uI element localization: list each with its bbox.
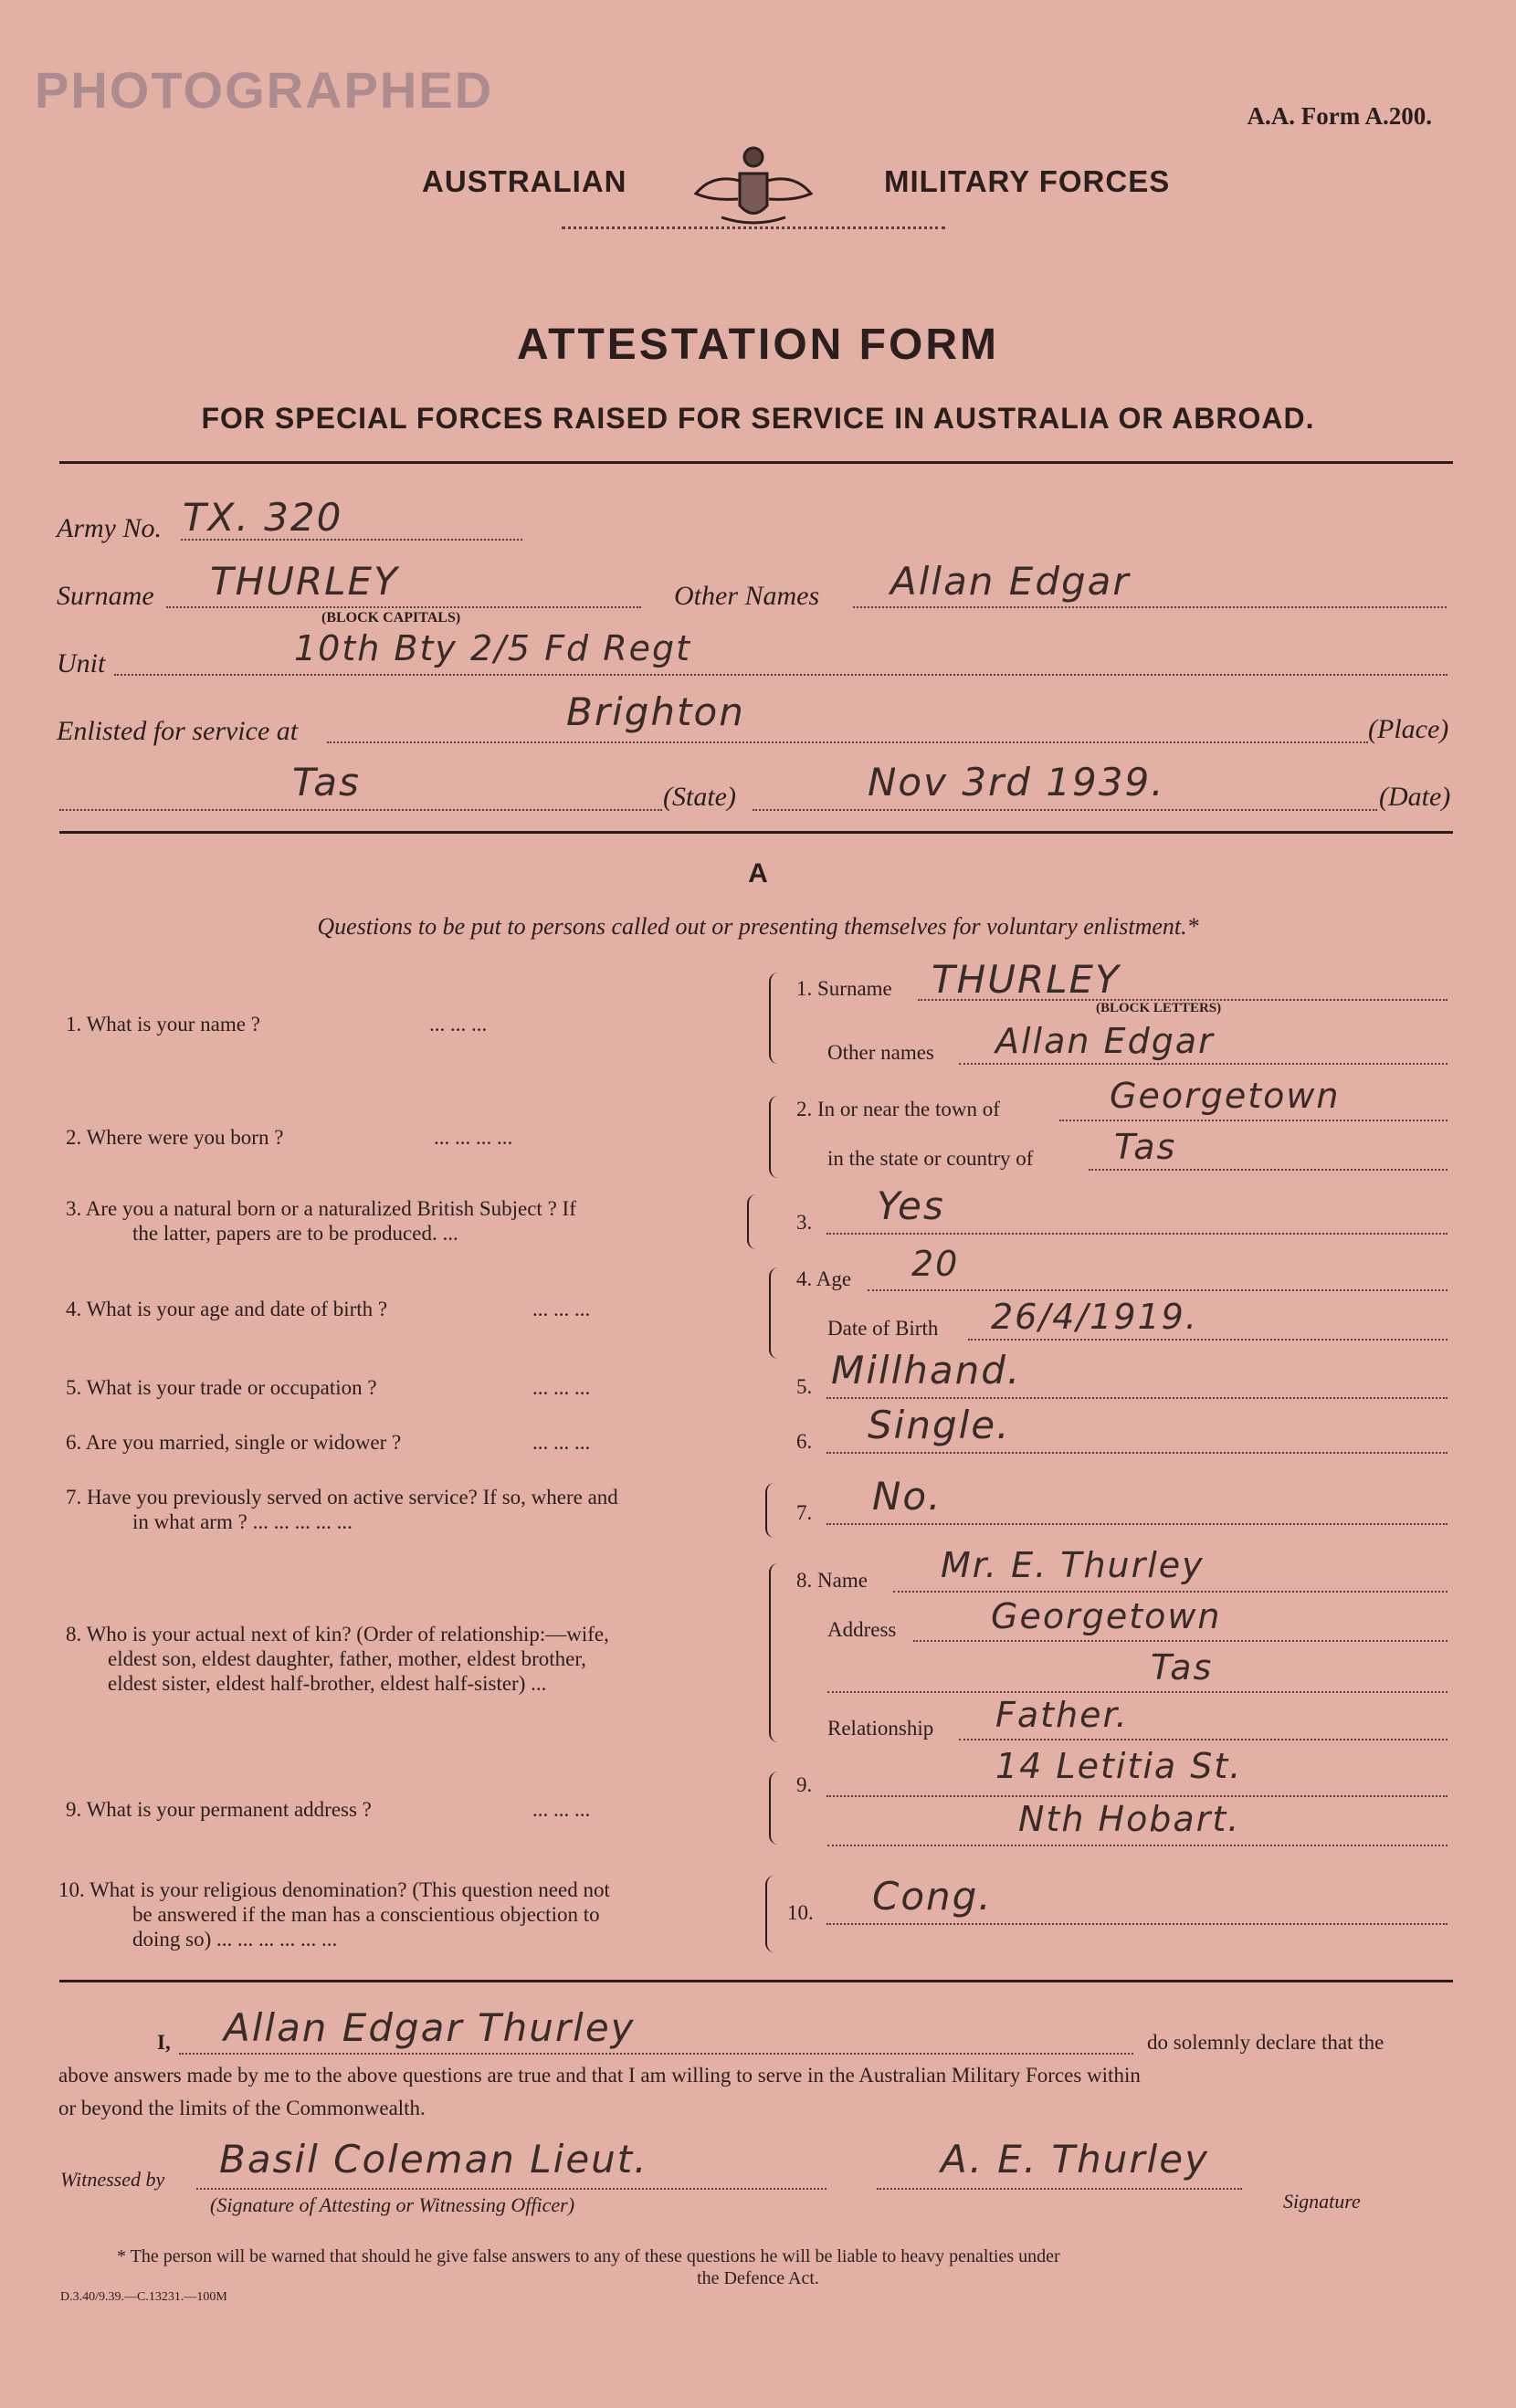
answer-8-address-value: Georgetown bbox=[991, 1596, 1222, 1636]
answer-6-label: 6. bbox=[796, 1430, 813, 1453]
unit-value: 10th Bty 2/5 Fd Regt bbox=[294, 628, 692, 668]
section-a-instruction: Questions to be put to persons called out or presenting themselves for voluntary enlistment.* bbox=[317, 913, 1199, 940]
answer-5-value: Millhand. bbox=[831, 1348, 1022, 1393]
witness-line bbox=[196, 2188, 826, 2190]
brace-7 bbox=[765, 1483, 774, 1538]
brace-3 bbox=[747, 1194, 756, 1249]
brace-8 bbox=[769, 1563, 778, 1742]
answer-8-relationship-line bbox=[959, 1739, 1448, 1740]
question-8-line-3: eldest sister, eldest half-brother, eldest half-sister) ... bbox=[108, 1672, 547, 1695]
section-a-heading: A bbox=[748, 858, 768, 889]
answer-2-town-label: 2. In or near the town of bbox=[796, 1098, 1000, 1120]
question-5: 5. What is your trade or occupation ? bbox=[66, 1376, 377, 1399]
answer-10-value: Cong. bbox=[872, 1874, 993, 1919]
brace-1 bbox=[769, 973, 778, 1064]
question-9: 9. What is your permanent address ? bbox=[66, 1798, 372, 1821]
answer-4-age-line bbox=[868, 1289, 1448, 1291]
answer-9-value-2: Nth Hobart. bbox=[1018, 1799, 1241, 1839]
question-5-dots: ... ... ... bbox=[532, 1376, 591, 1399]
declaration-name: Allan Edgar Thurley bbox=[224, 2005, 636, 2050]
witness-signature-value: Basil Coleman Lieut. bbox=[219, 2137, 648, 2182]
declaration-line-3: or beyond the limits of the Commonwealth. bbox=[58, 2097, 426, 2119]
answer-8-relationship-value: Father. bbox=[995, 1695, 1129, 1735]
other-names-line bbox=[853, 606, 1447, 608]
soldier-signature-value: A. E. Thurley bbox=[941, 2137, 1209, 2182]
form-subtitle: FOR SPECIAL FORCES RAISED FOR SERVICE IN AUSTRALIA OR ABROAD. bbox=[201, 402, 1315, 435]
question-2-dots: ... ... ... ... bbox=[434, 1126, 513, 1149]
footnote-line-1: * The person will be warned that should he give false answers to any of these questions he will be liable to heavy penalties under bbox=[117, 2246, 1060, 2266]
declaration-name-line bbox=[179, 2053, 1133, 2055]
answer-1-surname-value: THURLEY bbox=[932, 957, 1121, 1002]
enlisted-value: Brighton bbox=[566, 689, 745, 734]
answer-3-value: Yes bbox=[877, 1183, 945, 1228]
answer-9-line-2 bbox=[827, 1845, 1448, 1846]
answer-1-othernames-line bbox=[959, 1063, 1448, 1065]
enlisted-line bbox=[327, 741, 1368, 743]
question-4-dots: ... ... ... bbox=[532, 1298, 591, 1320]
answer-3-line bbox=[826, 1233, 1448, 1235]
answer-6-value: Single. bbox=[868, 1403, 1011, 1447]
answer-8-address-value-2: Tas bbox=[1151, 1647, 1214, 1688]
answer-8-address-line-2 bbox=[827, 1691, 1448, 1693]
photographed-stamp: PHOTOGRAPHED bbox=[35, 61, 494, 119]
answer-4-age-value: 20 bbox=[911, 1244, 960, 1284]
army-no-value: TX. 320 bbox=[183, 495, 343, 540]
answer-4-age-label: 4. Age bbox=[796, 1267, 852, 1290]
answer-1-surname-label: 1. Surname bbox=[796, 977, 892, 1000]
answer-7-label: 7. bbox=[796, 1501, 813, 1524]
answer-9-label: 9. bbox=[796, 1773, 813, 1796]
brace-10 bbox=[765, 1876, 774, 1952]
unit-label: Unit bbox=[57, 648, 106, 678]
answer-2-state-value: Tas bbox=[1114, 1127, 1177, 1167]
form-title: ATTESTATION FORM bbox=[517, 321, 999, 369]
question-1-dots: ... ... ... bbox=[429, 1013, 488, 1036]
question-6-dots: ... ... ... bbox=[532, 1431, 591, 1454]
answer-10-line bbox=[826, 1923, 1448, 1925]
question-8-line-2: eldest son, eldest daughter, father, mother, eldest brother, bbox=[108, 1647, 586, 1670]
enlisted-label: Enlisted for service at bbox=[57, 716, 299, 746]
question-2: 2. Where were you born ? bbox=[66, 1126, 284, 1149]
state-line bbox=[59, 809, 662, 811]
question-7-line-2: in what arm ? ... ... ... ... ... bbox=[132, 1510, 353, 1533]
witness-label: Witnessed by bbox=[60, 2168, 165, 2191]
answer-1-othernames-value: Allan Edgar bbox=[995, 1021, 1215, 1061]
question-9-dots: ... ... ... bbox=[532, 1798, 591, 1821]
state-value: Tas bbox=[292, 760, 361, 804]
army-no-label: Army No. bbox=[57, 513, 162, 543]
answer-4-dob-label: Date of Birth bbox=[827, 1317, 939, 1340]
header-right: MILITARY FORCES bbox=[884, 164, 1171, 198]
brace-2 bbox=[769, 1096, 778, 1178]
answer-1-othernames-label: Other names bbox=[827, 1041, 934, 1064]
state-label: (State) bbox=[663, 782, 736, 812]
answer-8-address-line bbox=[913, 1640, 1448, 1642]
print-code: D.3.40/9.39.—C.13231.—100M bbox=[60, 2290, 227, 2304]
question-3-line-2: the latter, papers are to be produced. ... bbox=[132, 1222, 458, 1245]
question-1: 1. What is your name ? bbox=[66, 1013, 260, 1036]
answer-8-relationship-label: Relationship bbox=[827, 1717, 934, 1740]
question-4: 4. What is your age and date of birth ? bbox=[66, 1298, 388, 1320]
answer-8-address-label: Address bbox=[827, 1618, 897, 1641]
coat-of-arms-icon bbox=[685, 137, 822, 237]
answer-2-town-line bbox=[1059, 1120, 1448, 1121]
question-7-line-1: 7. Have you previously served on active service? If so, where and bbox=[66, 1486, 618, 1509]
witness-caption: (Signature of Attesting or Witnessing Officer) bbox=[210, 2193, 575, 2216]
question-8-line-1: 8. Who is your actual next of kin? (Order of relationship:—wife, bbox=[66, 1623, 609, 1646]
question-10-line-1: 10. What is your religious denomination? (This question need not bbox=[58, 1878, 610, 1901]
declaration-line-2: above answers made by me to the above questions are true and that I am willing to serve in the Australian Military Forces within bbox=[58, 2064, 1141, 2087]
surname-value: THURLEY bbox=[210, 559, 399, 604]
place-label: (Place) bbox=[1368, 714, 1449, 744]
declaration-prefix: I, bbox=[157, 2031, 171, 2054]
surname-label: Surname bbox=[57, 581, 154, 611]
answer-8-name-line bbox=[893, 1591, 1448, 1593]
header-underline bbox=[562, 226, 945, 229]
particulars-divider bbox=[59, 831, 1453, 834]
surname-line bbox=[166, 606, 641, 608]
top-divider bbox=[59, 461, 1453, 464]
answer-5-line bbox=[826, 1397, 1448, 1399]
footnote-line-2: the Defence Act. bbox=[697, 2268, 819, 2288]
answer-10-label: 10. bbox=[787, 1901, 814, 1924]
answer-9-line bbox=[826, 1795, 1448, 1797]
unit-line bbox=[114, 674, 1448, 676]
answer-7-line bbox=[826, 1523, 1448, 1525]
answer-2-town-value: Georgetown bbox=[1110, 1076, 1341, 1116]
brace-4 bbox=[769, 1267, 778, 1359]
answer-2-state-label: in the state or country of bbox=[827, 1147, 1034, 1170]
signature-line bbox=[877, 2188, 1242, 2190]
answer-5-label: 5. bbox=[796, 1375, 813, 1398]
answer-6-line bbox=[826, 1452, 1448, 1454]
answer-8-name-value: Mr. E. Thurley bbox=[941, 1545, 1205, 1585]
answer-2-state-line bbox=[1089, 1169, 1448, 1171]
date-label: (Date) bbox=[1379, 782, 1451, 812]
declaration-divider bbox=[59, 1980, 1453, 1982]
form-number: A.A. Form A.200. bbox=[1247, 102, 1432, 130]
answer-1-surname-note: (BLOCK LETTERS) bbox=[1096, 1001, 1222, 1015]
question-3-line-1: 3. Are you a natural born or a naturalized British Subject ? If bbox=[66, 1197, 576, 1220]
date-value: Nov 3rd 1939. bbox=[868, 760, 1165, 804]
question-6: 6. Are you married, single or widower ? bbox=[66, 1431, 402, 1454]
answer-9-value: 14 Letitia St. bbox=[995, 1746, 1243, 1786]
answer-4-dob-value: 26/4/1919. bbox=[991, 1297, 1198, 1337]
header-left: AUSTRALIAN bbox=[422, 164, 627, 198]
question-10-line-2: be answered if the man has a conscientious objection to bbox=[132, 1903, 600, 1926]
answer-3-label: 3. bbox=[796, 1211, 813, 1234]
answer-7-value: No. bbox=[872, 1474, 942, 1519]
declaration-line-1-end: do solemnly declare that the bbox=[1147, 2031, 1384, 2054]
answer-4-dob-line bbox=[968, 1339, 1448, 1341]
question-10-line-3: doing so) ... ... ... ... ... ... bbox=[132, 1928, 338, 1951]
date-line bbox=[753, 809, 1377, 811]
brace-9 bbox=[769, 1772, 778, 1845]
answer-8-name-label: 8. Name bbox=[796, 1569, 868, 1592]
surname-note: (BLOCK CAPITALS) bbox=[321, 610, 461, 626]
signature-label: Signature bbox=[1283, 2190, 1361, 2213]
other-names-label: Other Names bbox=[674, 581, 820, 611]
other-names-value: Allan Edgar bbox=[890, 559, 1131, 604]
